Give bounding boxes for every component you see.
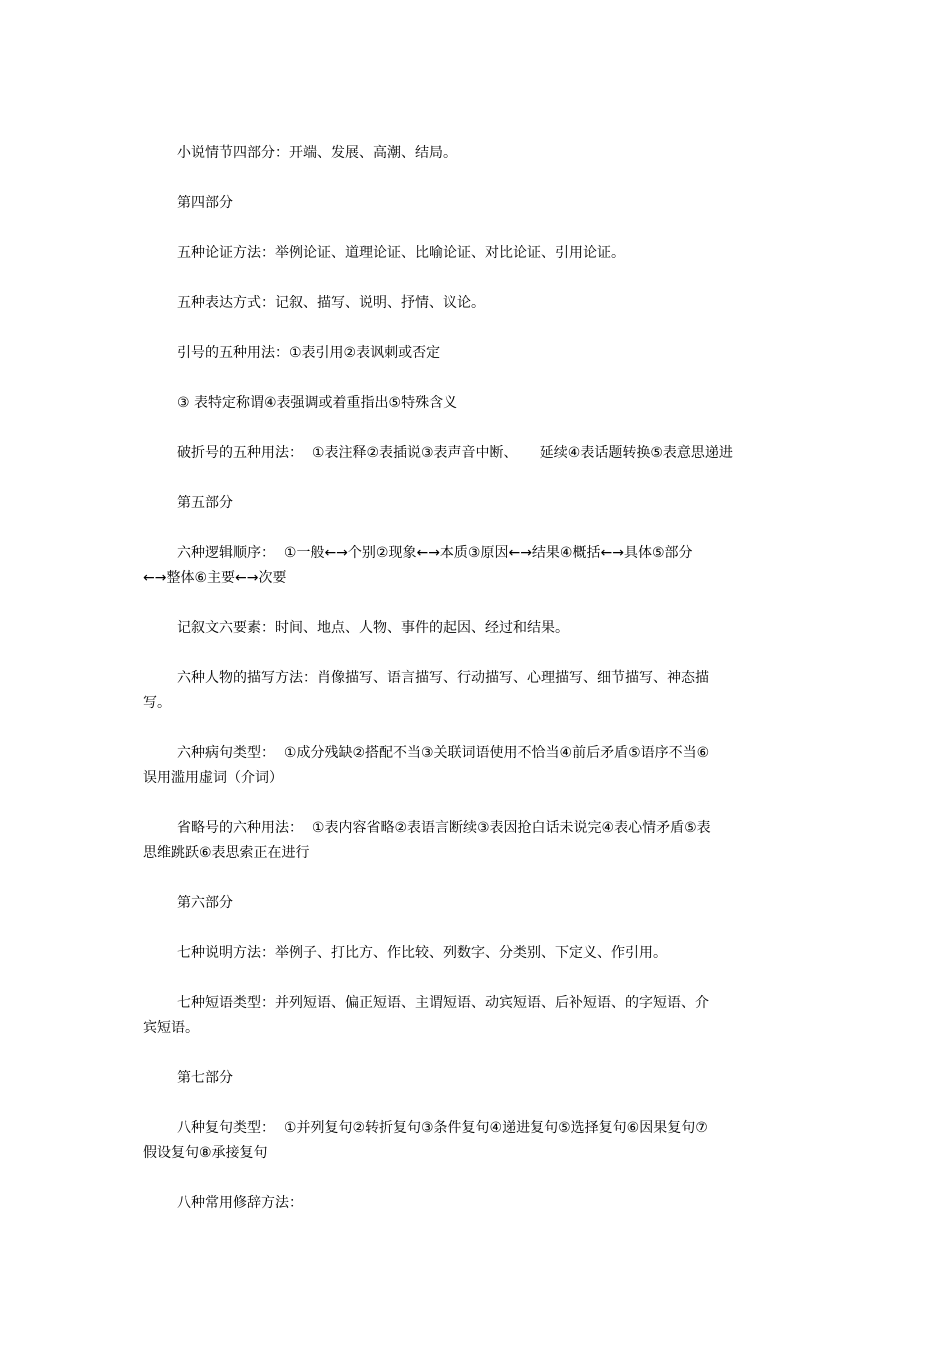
paragraph-novel-plot: 小说情节四部分：开端、发展、高潮、结局。 — [177, 145, 457, 161]
paragraph-ellipsis-uses-cont: 思维跳跃⑥表思索正在进行 — [143, 845, 310, 861]
paragraph-faulty-sentences-cont: 误用滥用虚词（介词） — [143, 770, 283, 786]
paragraph-complex-sentences: 八种复句类型： ①并列复句②转折复句③条件复句④递进复句⑤选择复句⑥因果复句⑦ — [177, 1120, 708, 1136]
section-heading-part-six: 第六部分 — [177, 895, 233, 911]
paragraph-quotation-mark-uses-cont: ③ 表特定称谓④表强调或着重指出⑤特殊含义 — [177, 395, 458, 411]
paragraph-quotation-mark-uses: 引号的五种用法：①表引用②表讽刺或否定 — [177, 345, 441, 361]
paragraph-complex-sentences-cont: 假设复句⑧承接复句 — [143, 1145, 268, 1161]
paragraph-dash-uses: 破折号的五种用法： ①表注释②表插说③表声音中断、 延续④表话题转换⑤表意思递进 — [177, 445, 733, 461]
paragraph-character-description-cont: 写。 — [143, 695, 171, 711]
section-heading-part-five: 第五部分 — [177, 495, 233, 511]
paragraph-faulty-sentences: 六种病句类型： ①成分残缺②搭配不当③关联词语使用不恰当④前后矛盾⑤语序不当⑥ — [177, 745, 710, 761]
paragraph-explanation-methods: 七种说明方法：举例子、打比方、作比较、列数字、分类别、下定义、作引用。 — [177, 945, 667, 961]
paragraph-phrase-types: 七种短语类型：并列短语、偏正短语、主谓短语、动宾短语、后补短语、的字短语、介 — [177, 995, 709, 1011]
section-heading-part-seven: 第七部分 — [177, 1070, 233, 1086]
paragraph-rhetoric-methods: 八种常用修辞方法： — [177, 1195, 303, 1211]
paragraph-phrase-types-cont: 宾短语。 — [143, 1020, 199, 1036]
paragraph-ellipsis-uses: 省略号的六种用法： ①表内容省略②表语言断续③表因抢白话未说完④表心情矛盾⑤表 — [177, 820, 711, 836]
paragraph-expression-modes: 五种表达方式：记叙、描写、说明、抒情、议论。 — [177, 295, 485, 311]
paragraph-narrative-elements: 记叙文六要素：时间、地点、人物、事件的起因、经过和结果。 — [177, 620, 569, 636]
section-heading-part-four: 第四部分 — [177, 195, 233, 211]
paragraph-logical-orders-cont: ←→整体⑥主要←→次要 — [143, 570, 287, 586]
paragraph-character-description: 六种人物的描写方法：肖像描写、语言描写、行动描写、心理描写、细节描写、神态描 — [177, 670, 709, 686]
paragraph-argument-methods: 五种论证方法：举例论证、道理论证、比喻论证、对比论证、引用论证。 — [177, 245, 625, 261]
paragraph-logical-orders: 六种逻辑顺序： ①一般←→个别②现象←→本质③原因←→结果④概括←→具体⑤部分 — [177, 545, 693, 561]
